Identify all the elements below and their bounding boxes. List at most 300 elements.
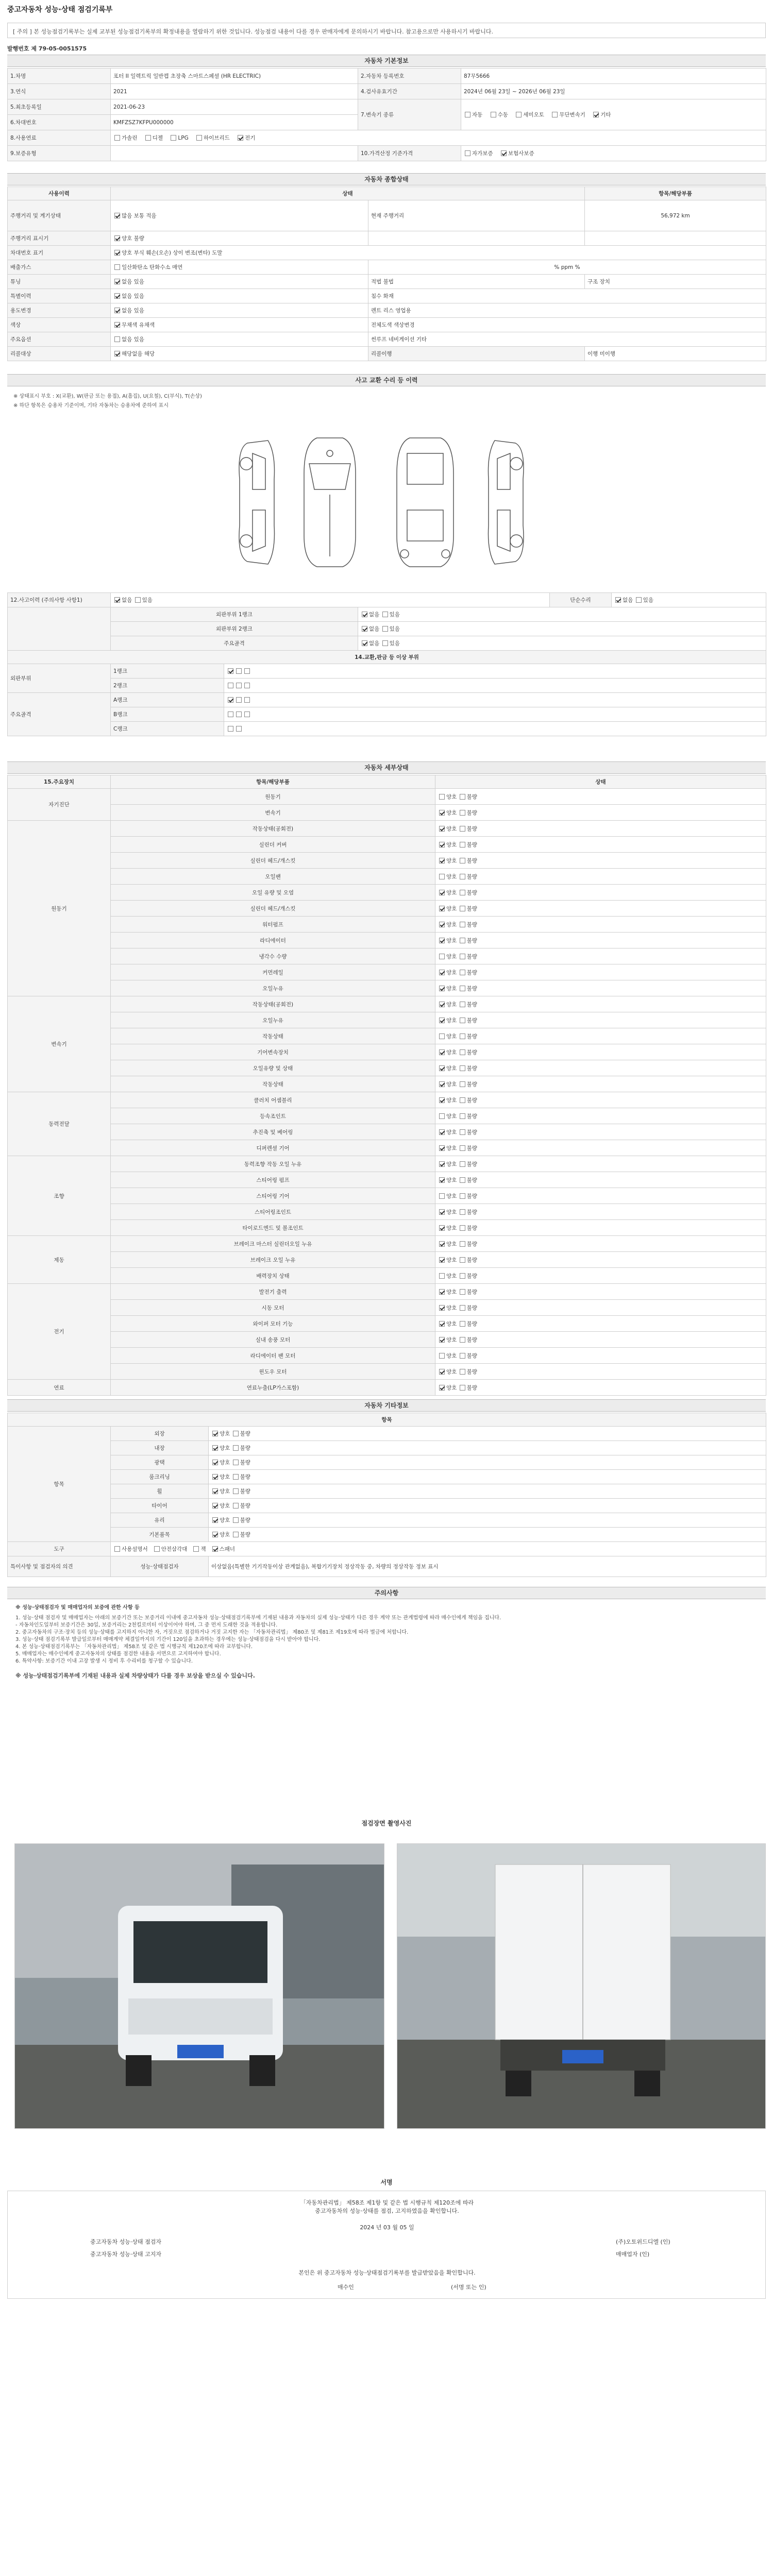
state-bad: 불량 — [466, 1209, 477, 1215]
state-good: 양호 — [220, 1460, 230, 1466]
checkbox-bad[interactable] — [460, 1081, 465, 1087]
checkbox[interactable] — [236, 711, 242, 717]
detail-item-state — [435, 1012, 766, 1028]
checkbox[interactable] — [244, 711, 250, 717]
zone-3-label: A랭크 — [111, 693, 224, 707]
checkbox[interactable] — [114, 250, 120, 256]
certificate-number: 발행번호 제 79-05-0051575 — [7, 45, 87, 52]
checkbox-good[interactable] — [439, 1081, 445, 1087]
photo-rear — [397, 1843, 766, 2129]
checkbox-bad[interactable] — [460, 794, 465, 800]
overall-row-state — [111, 246, 766, 260]
state-bad: 불량 — [466, 1304, 477, 1311]
checkbox-tool[interactable] — [154, 1546, 160, 1552]
checkbox-good[interactable] — [439, 1241, 445, 1247]
state-bad: 불량 — [240, 1445, 250, 1451]
state-good: 양호 — [220, 1532, 230, 1538]
checkbox[interactable] — [382, 612, 388, 617]
detail-item-label: 스티어링 기어 — [111, 1188, 435, 1204]
checkbox-good[interactable] — [439, 1097, 445, 1103]
checkbox-good[interactable] — [439, 1065, 445, 1071]
checkbox[interactable] — [114, 336, 120, 342]
zone-2-options — [224, 679, 766, 693]
checkbox[interactable] — [362, 626, 367, 632]
checkbox-bad[interactable] — [460, 1289, 465, 1295]
detail-item-label: 오일 유량 및 오염 — [111, 885, 435, 901]
checkbox-good[interactable] — [439, 986, 445, 991]
checkbox-bad[interactable] — [460, 1033, 465, 1039]
state-good: 양호 — [446, 1209, 457, 1215]
state-good: 양호 — [446, 953, 457, 960]
accident-table — [7, 592, 766, 736]
other-group-label: 항목 — [8, 1427, 111, 1542]
overall-row-state — [111, 260, 368, 275]
checkbox-bad[interactable] — [460, 1337, 465, 1343]
state-bad: 불량 — [466, 937, 477, 944]
checkbox-bad[interactable] — [233, 1445, 239, 1451]
checkbox-good[interactable] — [439, 1369, 445, 1375]
checkbox[interactable] — [244, 668, 250, 674]
detail-item-state — [435, 1316, 766, 1332]
checkbox-good[interactable] — [439, 1129, 445, 1135]
checkbox-bad[interactable] — [460, 1049, 465, 1055]
checkbox-bad[interactable] — [460, 1018, 465, 1023]
state-good: 양호 — [220, 1474, 230, 1480]
state-bad: 불량 — [466, 953, 477, 960]
overall-row-sub: 침수 화재 — [368, 289, 766, 303]
state-bad: 불량 — [466, 1113, 477, 1120]
checkbox[interactable] — [382, 626, 388, 632]
label-year: 3.연식 — [8, 84, 111, 99]
zone-1-options — [224, 664, 766, 679]
detail-item-label: 작동상태 — [111, 1028, 435, 1044]
checkbox-self-warranty[interactable] — [465, 150, 470, 156]
other-item-label: 내장 — [111, 1441, 209, 1455]
checkbox-lpg[interactable] — [171, 135, 176, 141]
checkbox-bad[interactable] — [460, 1369, 465, 1375]
checkbox-bad[interactable] — [460, 1241, 465, 1247]
detail-item-label: 동력조향 작동 오일 누유 — [111, 1156, 435, 1172]
checkbox-good[interactable] — [439, 922, 445, 927]
checkbox-good[interactable] — [439, 1145, 445, 1151]
checkbox[interactable] — [244, 683, 250, 688]
checkbox[interactable] — [228, 683, 233, 688]
checkbox-good[interactable] — [439, 1018, 445, 1023]
detail-item-label: 오일팬 — [111, 869, 435, 885]
detail-item-label: 등속조인트 — [111, 1108, 435, 1124]
notes-line: 5. 매매업자는 매수인에게 중고자동차의 상태를 점검한 내용을 서면으로 고지하여야 합니다. — [15, 1651, 221, 1657]
opt-lpg: LPG — [178, 135, 189, 141]
detail-item-label: 발전기 출력 — [111, 1284, 435, 1300]
checkbox-bad[interactable] — [460, 890, 465, 895]
checkbox[interactable] — [114, 293, 120, 299]
checkbox-good[interactable] — [212, 1532, 218, 1537]
checkbox-good[interactable] — [212, 1431, 218, 1436]
checkbox-good[interactable] — [439, 810, 445, 816]
detail-item-label: 오일누유 — [111, 1012, 435, 1028]
detail-item-state — [435, 1284, 766, 1300]
state-bad: 불량 — [466, 1384, 477, 1391]
overall-row-sub: 썬루프 네비게이션 기타 — [368, 332, 766, 347]
checkbox-bad[interactable] — [460, 1177, 465, 1183]
overall-col-note: 항목/해당부품 — [585, 187, 766, 200]
overall-row-sub: 현재 주행거리 — [368, 200, 585, 231]
detail-item-label: 라디에이터 — [111, 933, 435, 948]
checkbox-bad[interactable] — [460, 906, 465, 911]
section-notes-heading: 주의사항 — [7, 1587, 766, 1599]
checkbox-hybrid[interactable] — [196, 135, 202, 141]
checkbox-good[interactable] — [439, 1002, 445, 1007]
label-inspection-period: 4.검사유효기간 — [358, 84, 461, 99]
zone-5-options — [224, 722, 766, 736]
detail-item-label: 커먼레일 — [111, 964, 435, 980]
zone-3-options — [224, 693, 766, 707]
checkbox[interactable] — [228, 726, 233, 732]
notes-line: 1. 성능·상태 점검자 및 매매업자는 아래의 보증기간 또는 보증거리 이내에 중고자동차 성능·상태점검기록부에 기재된 내용과 자동차의 실제 성능·상태가 다른 경우 계약 또는 관계법령에 따라 매수인에게 책임을 집니다. — [15, 1615, 501, 1621]
checkbox-good[interactable] — [439, 1321, 445, 1327]
checkbox-good[interactable] — [212, 1517, 218, 1523]
checkbox-bad[interactable] — [460, 1321, 465, 1327]
checkbox-bad[interactable] — [460, 1113, 465, 1119]
checkbox-bad[interactable] — [460, 1209, 465, 1215]
checkbox[interactable] — [236, 726, 242, 732]
detail-item-label: 라디에이터 팬 모터 — [111, 1348, 435, 1364]
checkbox-diesel[interactable] — [145, 135, 151, 141]
checkbox-good[interactable] — [439, 1113, 445, 1119]
detail-item-state — [435, 933, 766, 948]
checkbox-good[interactable] — [212, 1503, 218, 1509]
state-bad: 불량 — [466, 841, 477, 848]
checkbox-good[interactable] — [439, 1337, 445, 1343]
checkbox-good[interactable] — [439, 1353, 445, 1359]
checkbox-good[interactable] — [212, 1445, 218, 1451]
detail-item-state — [435, 1156, 766, 1172]
value-inspection-period: 2024년 06월 23일 ~ 2026년 06월 23일 — [461, 84, 766, 99]
checkbox-bad[interactable] — [460, 1273, 465, 1279]
section-basic-heading: 자동차 기본정보 — [7, 55, 766, 67]
checkbox-bad[interactable] — [460, 842, 465, 848]
checkbox-bad[interactable] — [460, 1385, 465, 1391]
detail-group-label: 변속기 — [8, 996, 111, 1092]
overall-row-label: 주요옵션 — [8, 332, 111, 347]
other-table — [7, 1413, 766, 1577]
checkbox-manual[interactable] — [491, 112, 496, 117]
state-bad: 불량 — [466, 1352, 477, 1359]
checkbox[interactable] — [244, 697, 250, 703]
basic-info-table — [7, 68, 766, 161]
opt-gasoline: 가솔린 — [122, 135, 138, 141]
detail-item-label: 원동기 — [111, 789, 435, 805]
overall-row-label: 주행거리 및 계기상태 — [8, 200, 111, 231]
checkbox-bad[interactable] — [460, 970, 465, 975]
notes-warning: ※ 성능·상태점검기록부에 기재된 내용과 실제 차량상태가 다를 경우 보상을 받으실 수 있습니다. — [15, 1672, 255, 1679]
checkbox[interactable] — [114, 351, 120, 357]
detail-item-label: 작동상태 — [111, 1076, 435, 1092]
state-bad: 불량 — [466, 1161, 477, 1167]
section-accident-heading: 사고 교환 수리 등 이력 — [7, 374, 766, 386]
state-good: 양호 — [446, 1033, 457, 1040]
checkbox-semi[interactable] — [516, 112, 522, 117]
opt-no-repair: 없음 — [623, 597, 633, 603]
checkbox-tool[interactable] — [114, 1546, 120, 1552]
state-good: 양호 — [446, 841, 457, 848]
state-bad: 불량 — [466, 1320, 477, 1327]
checkbox-bad[interactable] — [233, 1532, 239, 1537]
detail-item-label: 스티어링 펌프 — [111, 1172, 435, 1188]
notes-line: 3. 성능·상태 점검기록부 발급일로부터 매매계약 체결일까지의 기간이 120일을 초과하는 경우에는 성능·상태점검을 다시 받아야 합니다. — [15, 1637, 321, 1642]
tool-option: 사용설명서 — [122, 1546, 148, 1552]
value-car-name: 포터 II 일렉트릭 일반캡 초장축 스마트스페셜 (HR ELECTRIC) — [111, 69, 358, 84]
accident-history-options — [111, 593, 550, 607]
checkbox-tool[interactable] — [193, 1546, 199, 1552]
state-good: 양호 — [446, 937, 457, 944]
checkbox[interactable] — [236, 697, 242, 703]
checkbox[interactable] — [114, 213, 120, 218]
opt-no-accident: 없음 — [122, 597, 132, 603]
zone-4-label: B랭크 — [111, 707, 224, 722]
other-item-label: 타이어 — [111, 1499, 209, 1513]
state-good: 양호 — [446, 1097, 457, 1104]
checkbox-bad[interactable] — [460, 858, 465, 863]
detail-item-label: 윈도우 모터 — [111, 1364, 435, 1380]
checkbox[interactable] — [114, 264, 120, 270]
checkbox-bad[interactable] — [460, 1129, 465, 1135]
other-item-label: 기본품목 — [111, 1528, 209, 1542]
checkbox-good[interactable] — [439, 890, 445, 895]
checkbox-good[interactable] — [439, 858, 445, 863]
checkbox-good[interactable] — [439, 1289, 445, 1295]
checkbox-bad[interactable] — [460, 1097, 465, 1103]
state-bad: 불량 — [466, 1033, 477, 1040]
overall-row-note: 56,972 km — [585, 200, 766, 231]
checkbox-good[interactable] — [439, 842, 445, 848]
checkbox-good[interactable] — [439, 1225, 445, 1231]
detail-item-label: 오일유량 및 상태 — [111, 1060, 435, 1076]
overall-row-sub — [368, 231, 585, 246]
checkbox-bad[interactable] — [460, 1145, 465, 1151]
state-good: 양호 — [446, 1049, 457, 1056]
overall-row-state — [111, 200, 368, 231]
opt-hybrid: 하이브리드 — [204, 135, 230, 141]
checkbox-good[interactable] — [439, 1385, 445, 1391]
checkbox-bad[interactable] — [460, 1193, 465, 1199]
other-item-state — [209, 1427, 766, 1441]
overall-row-state — [111, 231, 368, 246]
checkbox-bad[interactable] — [460, 1002, 465, 1007]
detail-item-state — [435, 1268, 766, 1284]
overall-row-text: 일산화탄소 탄화수소 매연 — [122, 264, 183, 270]
accident-legend-2: ※ 하단 항목은 승용차 기준이며, 기타 자동차는 승용차에 준하여 표시 — [13, 403, 169, 409]
state-bad: 불량 — [466, 1049, 477, 1056]
detail-item-state — [435, 885, 766, 901]
notes-line: - 자동차인도일부터 보증기간은 30일, 보증거리는 2천킬로미터 이상이어야 하며, 그 중 먼저 도래한 것을 적용합니다. — [15, 1622, 278, 1628]
checkbox-bad[interactable] — [233, 1431, 239, 1436]
detail-group-label: 원동기 — [8, 821, 111, 996]
state-good: 양호 — [446, 809, 457, 816]
checkbox-bad[interactable] — [460, 1353, 465, 1359]
checkbox-good[interactable] — [439, 1049, 445, 1055]
notes-line: 6. 특약사항: 보증기간 이내 고장 발생 시 정비 후 수리비를 청구할 수 있습니다. — [15, 1658, 193, 1664]
checkbox-good[interactable] — [439, 1193, 445, 1199]
checkbox-good[interactable] — [439, 1161, 445, 1167]
overall-row-sub: 적법 불법 — [368, 275, 585, 289]
other-item-state — [209, 1441, 766, 1455]
detail-item-state — [435, 789, 766, 805]
detail-item-label: 디퍼렌셜 기어 — [111, 1140, 435, 1156]
checkbox-good[interactable] — [212, 1460, 218, 1465]
checkbox[interactable] — [114, 322, 120, 328]
detail-item-state — [435, 1380, 766, 1396]
value-year: 2021 — [111, 84, 358, 99]
overall-row-state — [111, 289, 368, 303]
checkbox-bad[interactable] — [460, 1161, 465, 1167]
state-bad: 불량 — [466, 1225, 477, 1231]
detail-item-label: 스티어링조인트 — [111, 1204, 435, 1220]
checkbox-auto[interactable] — [465, 112, 470, 117]
checkbox-electric[interactable] — [238, 135, 243, 141]
label-transmission: 7.변속기 종류 — [358, 99, 461, 130]
detail-item-state — [435, 1108, 766, 1124]
overall-row-note — [585, 231, 766, 246]
checkbox[interactable] — [114, 235, 120, 241]
checkbox[interactable] — [114, 308, 120, 313]
label-plate: 2.자동차 등록번호 — [358, 69, 461, 84]
checkbox-bad[interactable] — [460, 922, 465, 927]
checkbox-no-accident[interactable] — [114, 597, 120, 603]
checkbox[interactable] — [236, 683, 242, 688]
checkbox-bad[interactable] — [233, 1517, 239, 1523]
frame-label: 주요골격 — [111, 636, 358, 651]
checkbox[interactable] — [362, 612, 367, 617]
checkbox-good[interactable] — [439, 1033, 445, 1039]
opt-yes: 있음 — [389, 626, 400, 632]
state-good: 양호 — [446, 1289, 457, 1295]
checkbox-etc[interactable] — [593, 112, 599, 117]
checkbox-good[interactable] — [212, 1474, 218, 1480]
overall-row-state — [111, 332, 368, 347]
detail-group-label: 조향 — [8, 1156, 111, 1236]
checkbox[interactable] — [114, 279, 120, 284]
checkbox-good[interactable] — [439, 826, 445, 832]
checkbox-good[interactable] — [439, 906, 445, 911]
state-bad: 불량 — [466, 1129, 477, 1136]
inspector-name: (주)오토위드디엘 (인) — [616, 2239, 670, 2245]
checkbox-bad[interactable] — [460, 826, 465, 832]
checkbox-good[interactable] — [439, 970, 445, 975]
simple-repair-label: 단순수리 — [550, 593, 612, 607]
checkbox-bad[interactable] — [460, 874, 465, 879]
overall-row-text: 없음 있음 — [122, 308, 144, 314]
detail-item-label: 오일누유 — [111, 980, 435, 996]
dealer-name: 매매업자 (인) — [616, 2251, 650, 2258]
detail-item-state — [435, 1076, 766, 1092]
checkbox-good[interactable] — [439, 1209, 445, 1215]
accident-history-label: 12.사고이력 (주의사항 사항1) — [8, 593, 111, 607]
state-good: 양호 — [446, 793, 457, 800]
detail-item-state — [435, 821, 766, 837]
opt-insurance-warranty: 보험사보증 — [508, 150, 534, 157]
checkbox-repair[interactable] — [636, 597, 642, 603]
checkbox-bad[interactable] — [460, 1065, 465, 1071]
opt-etc: 기타 — [600, 112, 611, 118]
state-good: 양호 — [446, 969, 457, 976]
overall-table — [7, 187, 766, 361]
checkbox[interactable] — [362, 640, 367, 646]
value-price — [111, 146, 358, 161]
detail-item-state — [435, 1092, 766, 1108]
state-good: 양호 — [446, 1065, 457, 1072]
detail-item-label: 실린더 커버 — [111, 837, 435, 853]
checkbox[interactable] — [236, 668, 242, 674]
checkbox-bad[interactable] — [460, 1257, 465, 1263]
other-item-state — [209, 1470, 766, 1484]
state-good: 양호 — [446, 1352, 457, 1359]
checkbox-good[interactable] — [439, 954, 445, 959]
checkbox-bad[interactable] — [460, 938, 465, 943]
state-good: 양호 — [446, 1129, 457, 1136]
checkbox-good[interactable] — [439, 938, 445, 943]
checkbox-bad[interactable] — [233, 1474, 239, 1480]
checkbox-good[interactable] — [439, 1257, 445, 1263]
checkbox[interactable] — [228, 697, 233, 703]
checkbox-good[interactable] — [439, 874, 445, 879]
checkbox-no-repair[interactable] — [615, 597, 621, 603]
checkbox-tool[interactable] — [212, 1546, 218, 1552]
checkbox-bad[interactable] — [460, 986, 465, 991]
checkbox-good[interactable] — [439, 1273, 445, 1279]
transmission-options — [461, 99, 766, 130]
overall-row-state — [111, 275, 368, 289]
state-good: 양호 — [220, 1503, 230, 1509]
overall-row-label: 주행거리 표시기 — [8, 231, 111, 246]
sign-line-1: 「자동차관리법」 제58조 제1항 및 같은 법 시행규칙 제120조에 따라 — [300, 2199, 474, 2206]
state-good: 양호 — [446, 1177, 457, 1183]
checkbox-good[interactable] — [439, 794, 445, 800]
checkbox-bad[interactable] — [460, 1305, 465, 1311]
checkbox-cvt[interactable] — [552, 112, 558, 117]
checkbox-bad[interactable] — [460, 954, 465, 959]
inspector-label: 중고자동차 성능·상태 점검자 — [90, 2239, 162, 2245]
overall-row-sub: % ppm % — [368, 260, 766, 275]
checkbox-bad[interactable] — [460, 810, 465, 816]
checkbox-bad[interactable] — [233, 1503, 239, 1509]
detail-item-label: 타이로드엔드 및 볼조인트 — [111, 1220, 435, 1236]
opinion-label: 특이사항 및 점검자의 의견 — [8, 1556, 111, 1577]
detail-group-label: 연료 — [8, 1380, 111, 1396]
checkbox-bad[interactable] — [233, 1460, 239, 1465]
checkbox-insurance-warranty[interactable] — [501, 150, 507, 156]
checkbox-good[interactable] — [439, 1177, 445, 1183]
notes-line: ※ 성능·상태점검자 및 매매업자의 보증에 관한 사항 등 — [15, 1605, 140, 1611]
checkbox-good[interactable] — [439, 1305, 445, 1311]
opt-semi: 세미오토 — [523, 112, 544, 118]
detail-item-state — [435, 1348, 766, 1364]
checkbox[interactable] — [382, 640, 388, 646]
checkbox-bad[interactable] — [460, 1225, 465, 1231]
accident-legend: ※ 상태표시 부호 : X(교환), W(판금 또는 용접), A(흠집), U(요철), C(부식), T(손상) — [13, 394, 202, 399]
overall-row-note: 구조 장치 — [585, 275, 766, 289]
checkbox-gasoline[interactable] — [114, 135, 120, 141]
checkbox-good[interactable] — [212, 1488, 218, 1494]
checkbox[interactable] — [228, 711, 233, 717]
checkbox-bad[interactable] — [233, 1488, 239, 1494]
state-bad: 불량 — [466, 1145, 477, 1151]
state-bad: 불량 — [466, 1336, 477, 1343]
checkbox[interactable] — [228, 668, 233, 674]
state-good: 양호 — [446, 1273, 457, 1279]
detail-item-state — [435, 1220, 766, 1236]
checkbox-accident[interactable] — [135, 597, 141, 603]
